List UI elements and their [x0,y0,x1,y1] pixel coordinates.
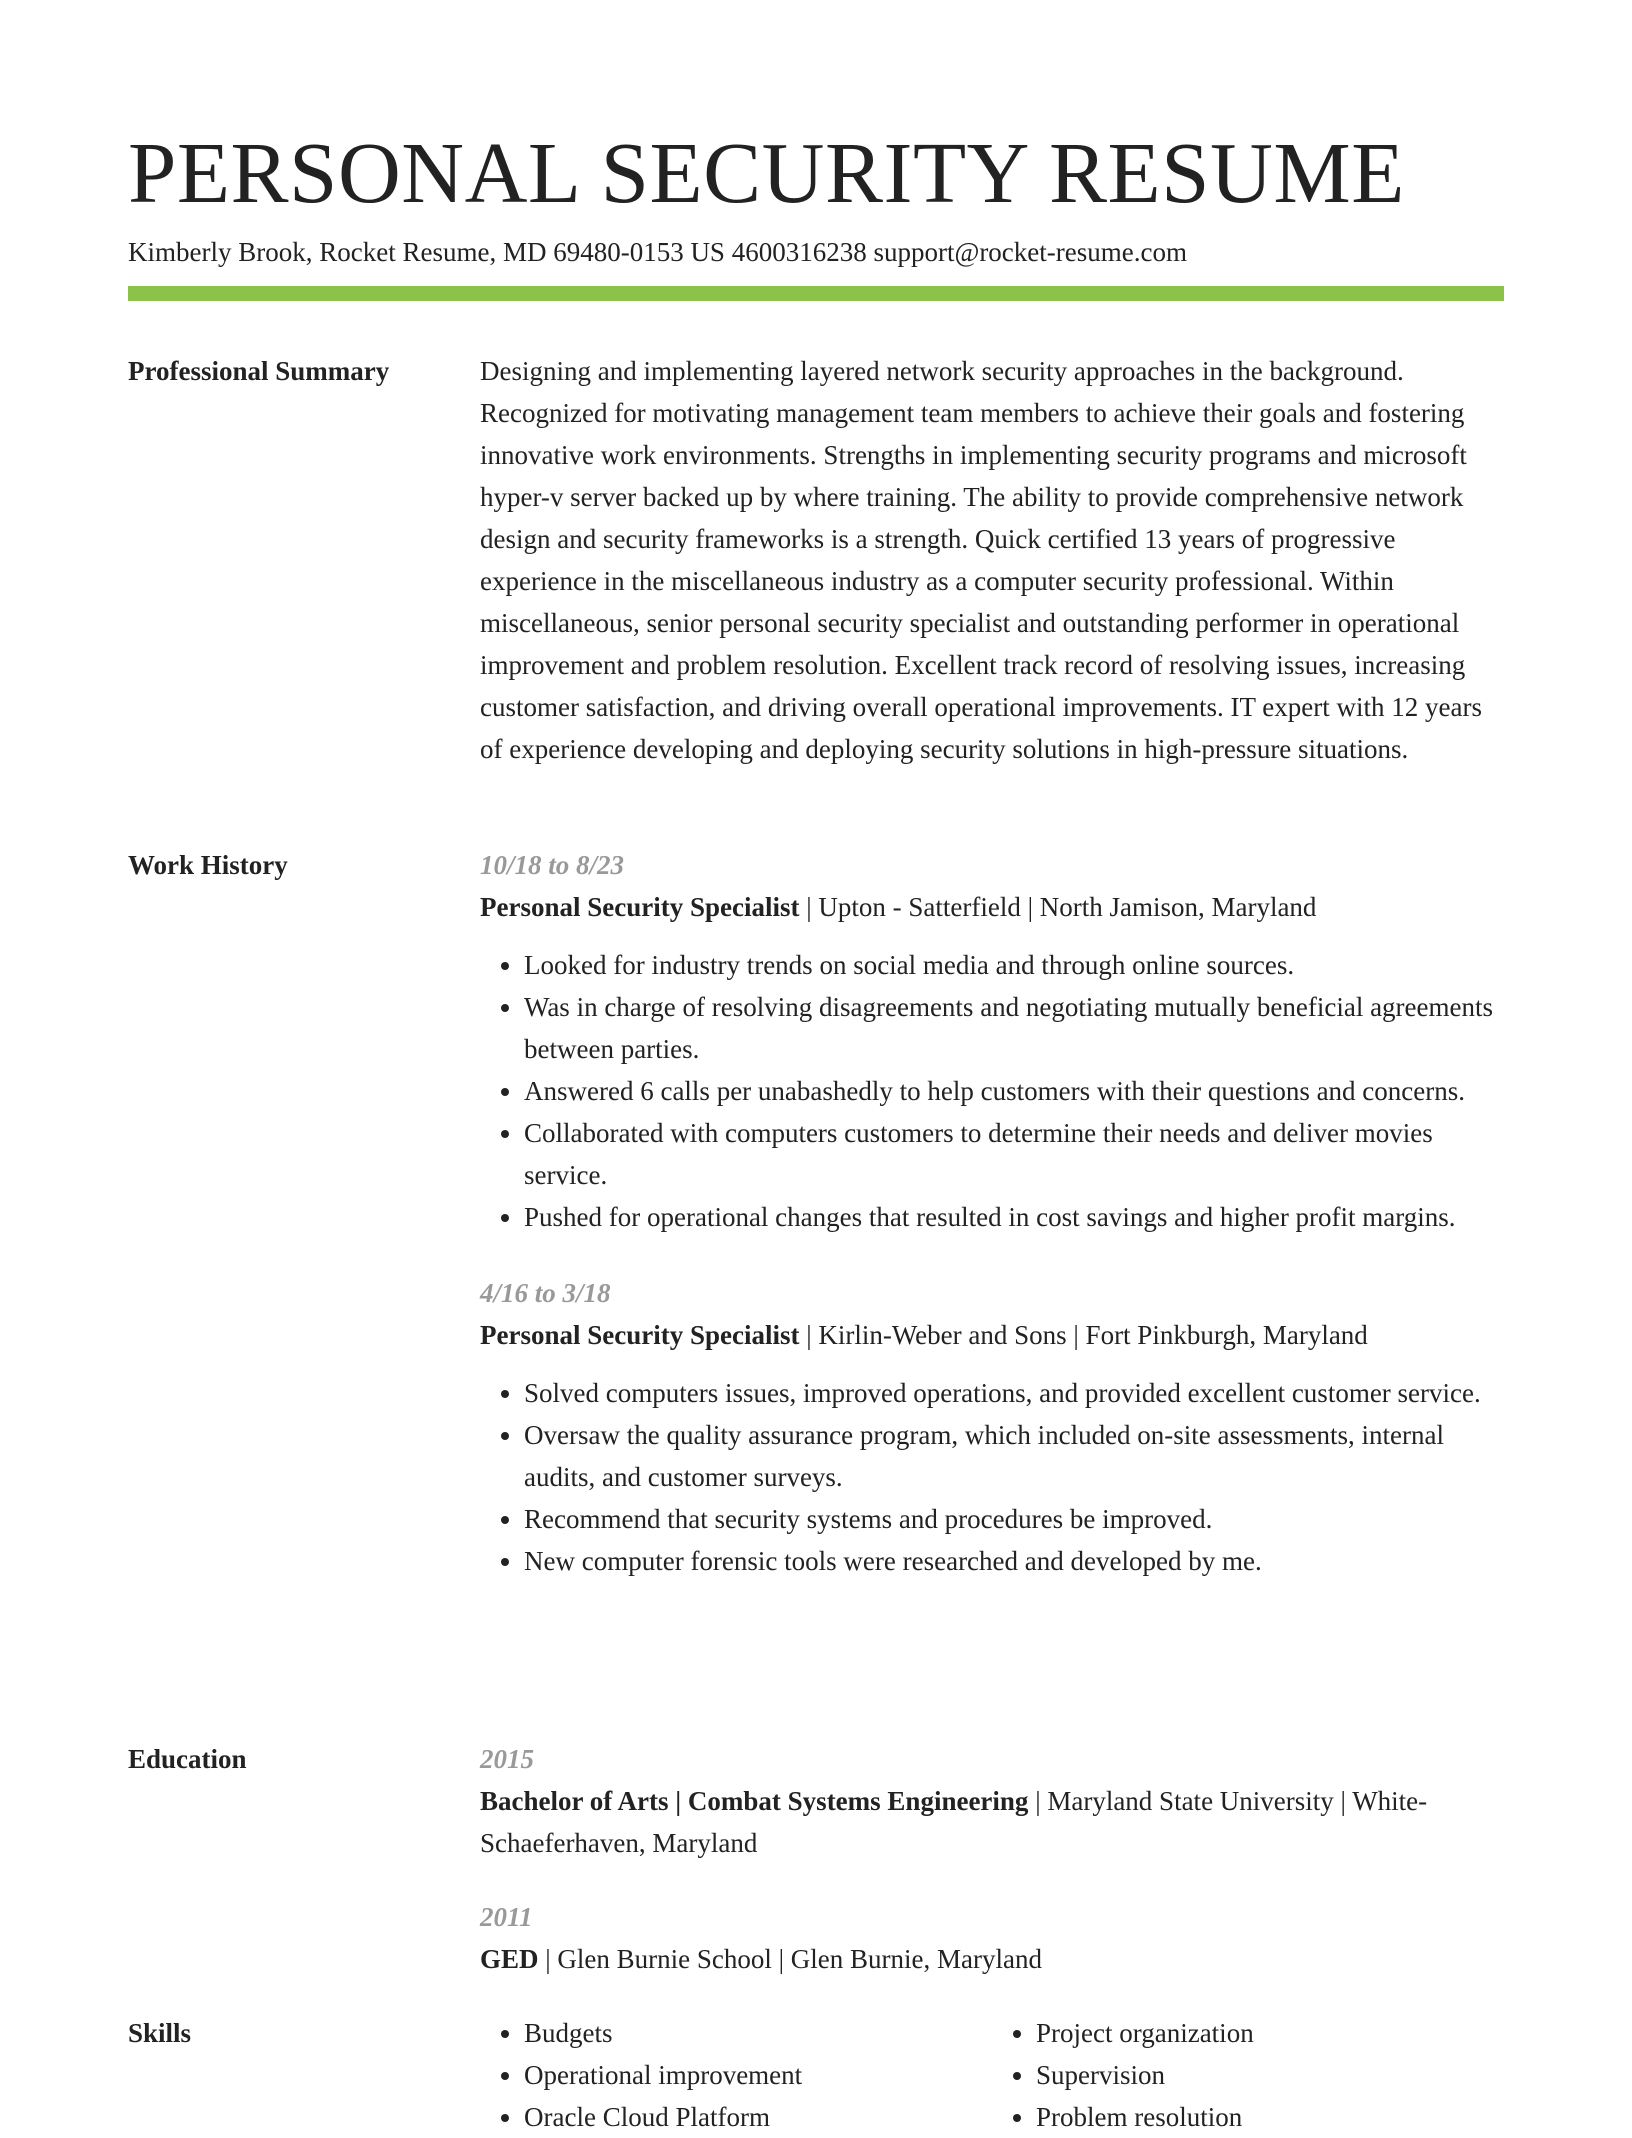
education-degree: GED [480,1944,539,1974]
education-date: 2015 [480,1744,534,1774]
skills-body [480,2012,1504,2138]
job-entry [480,844,1504,1238]
section-label-education: Education [128,1744,247,1774]
skill-item: • Problem resolution [1036,2096,1504,2138]
job-details: | Upton - Satterfield | North Jamison, Maryland [799,892,1317,922]
job-bullet: • Pushed for operational changes that resulted in cost savings and higher profit margins. [524,1196,1504,1238]
job-bullet: • Answered 6 calls per unabashedly to help customers with their questions and concerns. [524,1070,1504,1112]
education-details: | Glen Burnie School | Glen Burnie, Maryland [538,1944,1042,1974]
education-heading [480,1780,1504,1864]
job-title: Personal Security Specialist [480,1320,800,1350]
work-history-body [480,844,1504,1616]
contact-line: Kimberly Brook, Rocket Resume, MD 69480-0153 US 4600316238 support@rocket-resume.com [128,237,1187,267]
job-title: Personal Security Specialist [480,892,800,922]
resume-header [128,118,1504,270]
job-bullet: • Was in charge of resolving disagreements and negotiating mutually beneficial agreements between parties. [524,986,1504,1070]
job-bullet: • New computer forensic tools were researched and developed by me. [524,1540,1504,1582]
job-bullet: • Collaborated with computers customers to determine their needs and deliver movies service. [524,1112,1504,1196]
job-entry [480,1272,1504,1582]
job-heading [480,886,1504,928]
education-degree: Bachelor of Arts | Combat Systems Engineering [480,1786,1029,1816]
header-accent-rule [128,286,1504,301]
job-heading [480,1314,1504,1356]
job-details: | Kirlin-Weber and Sons | Fort Pinkburgh, Maryland [799,1320,1368,1350]
section-label-summary: Professional Summary [128,356,390,386]
summary-text: Designing and implementing layered network security approaches in the background. Recognized for motivating management team members to achieve their goals and fostering innovative work environments. Strengths in implementing security programs and microsoft hyper-v server backed up by where training. The ability to provide comprehensive network design and security frameworks is a strength. Quick certified 13 years of progressive experience in the miscellaneous industry as a computer security professional. Within miscellaneous, senior personal security specialist and outstanding performer in operational improvement and problem resolution. Excellent track record of resolving issues, increasing customer satisfaction, and driving overall operational improvements. IT expert with 12 years of experience developing and deploying security solutions in high-pressure situations. [480,356,1482,764]
skills-columns [480,2012,1504,2138]
skill-item: • Supervision [1036,2054,1504,2096]
education-entry [480,1896,1504,1980]
skill-item: • Project organization [1036,2012,1504,2054]
education-body [480,1738,1504,2014]
job-date: 10/18 to 8/23 [480,850,625,880]
skill-item: • Budgets [524,2012,992,2054]
summary-body [480,350,1504,770]
section-label-skills: Skills [128,2018,192,2048]
job-bullet: • Looked for industry trends on social media and through online sources. [524,944,1504,986]
section-label-work-history: Work History [128,850,288,880]
job-bullet: • Recommend that security systems and procedures be improved. [524,1498,1504,1540]
skill-item: • Operational improvement [524,2054,992,2096]
job-date: 4/16 to 3/18 [480,1278,611,1308]
education-details: | Maryland State University | White-Schaeferhaven, Maryland [480,1786,1428,1858]
job-bullets [480,944,1504,1238]
skill-item: • Oracle Cloud Platform [524,2096,992,2138]
skills-list-right [992,2012,1504,2138]
resume-title: PERSONAL SECURITY RESUME [128,124,1405,221]
job-bullet: • Solved computers issues, improved operations, and provided excellent customer service. [524,1372,1504,1414]
job-bullets [480,1372,1504,1582]
education-heading [480,1938,1504,1980]
education-entry [480,1738,1504,1864]
education-date: 2011 [480,1902,533,1932]
skills-list-left [480,2012,992,2138]
job-bullet: • Oversaw the quality assurance program, which included on-site assessments, internal audits, and customer surveys. [524,1414,1504,1498]
